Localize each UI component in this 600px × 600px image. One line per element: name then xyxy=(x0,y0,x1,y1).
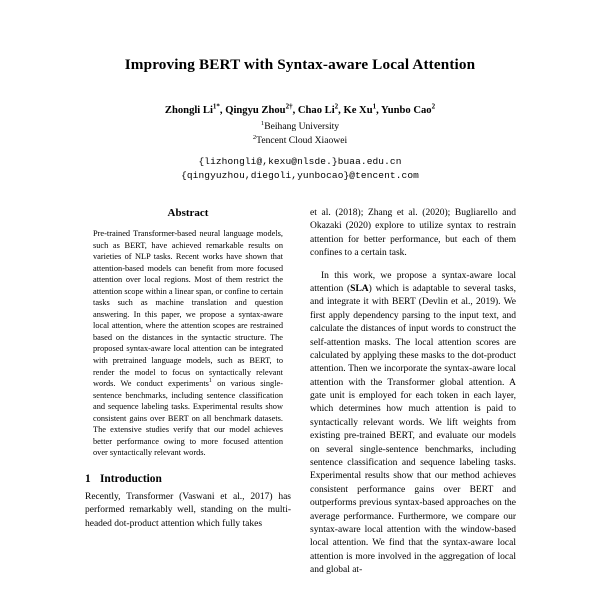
author-sep-3: , xyxy=(338,105,344,117)
affiliation-1 xyxy=(0,120,600,134)
author-name-5: Yunbo Cao xyxy=(381,105,432,117)
abstract-text-part2: on various single-sentence benchmarks, including sentence classification and sequence labeling tasks. Experimental results show consistent gains over BERT on all benchmark datasets. The extensive studies verify that our model achieves better performance owing to more focused attention over syntactically relevant words. xyxy=(93,379,283,458)
sla-abbreviation: SLA xyxy=(350,283,369,294)
author-sup-4: 1 xyxy=(372,102,377,111)
affiliation-name-1: Beihang University xyxy=(264,120,340,132)
page-title: Improving BERT with Syntax-aware Local Attention xyxy=(124,56,476,73)
email-line-2: {qingyuzhou,diegoli,yunbocao}@tencent.com xyxy=(181,169,419,181)
introduction-paragraph-1: Recently, Transformer (Vaswani et al., 2017) has performed remarkably well, standing on the multi-headed dot-product attention which fully takes xyxy=(85,491,291,529)
section-title: Introduction xyxy=(100,472,162,485)
affiliation-2 xyxy=(0,134,600,148)
abstract-paragraph xyxy=(93,228,283,459)
author-sup-3: 2 xyxy=(334,102,339,111)
author-sup-5: 2 xyxy=(431,102,436,111)
author-sup-1: 1* xyxy=(212,102,220,111)
affiliation-sup-2: 2 xyxy=(252,133,257,141)
left-column xyxy=(85,207,291,578)
email-line-1: {lizhongli@,kexu@nlsde.}buaa.edu.cn xyxy=(198,155,402,167)
abstract-heading: Abstract xyxy=(167,207,209,219)
right-column xyxy=(310,207,516,578)
author-sup-2: 2† xyxy=(285,102,293,111)
right-paragraph-2-part-a: In this work, we propose a syntax-aware local attention ( xyxy=(310,270,516,294)
author-name-3: Chao Li xyxy=(297,105,335,117)
section-heading-introduction xyxy=(85,473,291,485)
right-paragraph-continued: et al. (2018); Zhang et al. (2020); Bugliarello and Okazaki (2020) explore to utilize syntax to restrain attention for better performance, but each of them confines to a certain task. xyxy=(310,208,516,259)
author-sep-1: , xyxy=(219,105,226,117)
author-list xyxy=(0,104,600,118)
affiliation-sup-1: 1 xyxy=(260,119,265,127)
section-number: 1 xyxy=(85,472,91,485)
body-columns xyxy=(0,207,600,578)
affiliation-name-2: Tencent Cloud Xiaowei xyxy=(256,135,348,147)
abstract-text-part1: Pre-trained Transformer-based neural language models, such as BERT, have achieved remarkable results on varieties of NLP tasks. Recent works have shown that attention-based models can benefit from more focused attention over local regions. Most of them restrict the attention scope within a linear span, or confine to certain tasks such as machine translation and question answering. In this paper, we propose a syntax-aware local attention, where the attention scopes are restrained based on the distances in the syntactic structure. The proposed syntax-aware local attention can be integrated with pretrained language models, such as BERT, to render the model to focus on syntactically relevant words. We conduct experiments xyxy=(93,229,283,389)
abstract-footnote-marker: 1 xyxy=(208,378,212,385)
email-block xyxy=(0,155,600,183)
title-block xyxy=(0,0,600,182)
author-sep-2: , xyxy=(292,105,298,117)
author-name-4: Ke Xu xyxy=(343,105,373,117)
author-sep-4: , xyxy=(376,105,382,117)
author-name-1: Zhongli Li xyxy=(164,105,213,117)
right-paragraph-2 xyxy=(310,270,516,578)
abstract-body xyxy=(85,228,291,459)
right-paragraph-2-part-b: ) which is adaptable to several tasks, and integrate it with BERT (Devlin et al., 2019). We first apply dependency parsing to the input text, and calculate the distances of input words to construct the self-attention masks. The local attention scores are calculated by applying these masks to the dot-product attention. Then we incorporate the syntax-aware local attention with the Transformer global attention. A gate unit is employed for each token in each layer, which determines how much attention is paid to syntactically relevant words. We lift weights from existing pre-trained BERT, and evaluate our models on several single-sentence benchmarks, including sentence classification and sequence labeling tasks. Experimental results show that our method achieves consistent performance gains over BERT and outperforms previous syntax-based approaches on the average performance. Furthermore, we compare our syntax-aware local attention with the window-based local attention. We find that the syntax-aware local attention is more involved in the aggregation of local and global at- xyxy=(310,283,516,576)
author-name-2: Qingyu Zhou xyxy=(225,105,286,117)
